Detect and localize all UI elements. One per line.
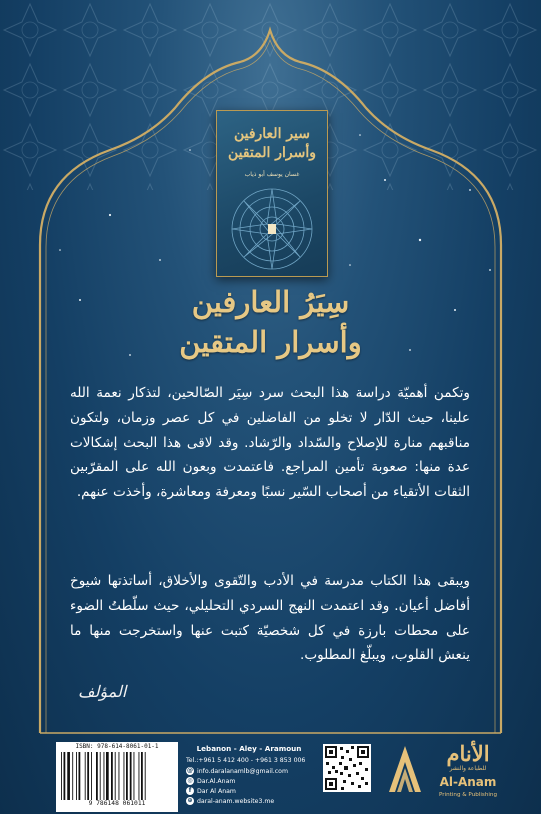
isbn-barcode: [56, 742, 178, 812]
isbn-digits: 9 786148 061011: [88, 800, 146, 807]
contact-website-row: [186, 797, 274, 805]
qr-code: [323, 744, 371, 792]
book-cover-title: [217, 125, 327, 163]
contact-tel: Tel.:+961 5 412 400 - +961 3 853 006: [186, 757, 306, 764]
contact-instagram-row: [186, 777, 235, 785]
email-icon: @: [187, 767, 193, 774]
instagram-icon: ◎: [187, 777, 193, 784]
contact-email: info.daralanamlb@gmail.com: [197, 767, 288, 775]
publisher-subtitle-arabic: للطباعة والنشر: [449, 766, 487, 772]
publisher-name-english: Al-Anam: [439, 775, 497, 789]
book-cover-title-line2: وأسرار المتقين: [227, 145, 317, 161]
publisher-logo-icon: [387, 744, 423, 794]
book-cover-thumbnail: [216, 110, 328, 277]
contact-website: daral-anam.website3.me: [197, 797, 275, 805]
publisher-name-arabic: الأنام: [446, 741, 490, 766]
contact-location: Lebanon - Aley - Aramoun: [196, 744, 302, 753]
facebook-icon: f: [186, 787, 194, 795]
contact-facebook: Dar Al Anam: [197, 787, 236, 795]
contact-instagram: Dar.Al.Anam: [197, 777, 236, 785]
paragraph-1: وتكمن أهميّة دراسة هذا البحث سرد سِيَر الصّالحين، لتذكار نعمة الله علينا، حيث الدّار لا تخلو من الفاضلين في كل عصر وزمان، ولتكون مناقبهم منارة للإصلاح والسّداد والرّشاد. وقد لاقى هذا البحث إشكالات عدة منها: صعوبة تأمين المراجع. فاعتمدت وبعون الله على المقرّبين الثقات الأتقياء من أصحاب السّير نسبًا ومعرفة ومعاشرة، وأخذت عنهم.: [70, 385, 470, 501]
author-signature: المؤلف: [78, 682, 127, 701]
book-title-line2: وأسرار المتقين: [179, 325, 362, 359]
book-cover-author: غسان يوسف أبو ذياب: [244, 171, 300, 178]
mandala-icon: [229, 186, 315, 272]
globe-icon: ⊕: [187, 797, 193, 804]
paragraph-2: ويبقى هذا الكتاب مدرسة في الأدب والتّقوى والأخلاق، أساتذتها شيوخ أفاضل أعيان. وقد اعتمدت النهج السردي التحليلي، حيث سلّطتُ الضوء على محطات بارزة في كل شخصيّة كتبت عنها واستخرجت منها ما ينعش القلوب، ويبلّغ المطلوب.: [70, 573, 470, 664]
book-cover-title-line1: سير العارفين: [233, 126, 311, 142]
book-title-line1: سِيَرُ العارفين: [191, 285, 350, 319]
isbn-label: ISBN: 978-614-8061-01-1: [75, 743, 159, 750]
contact-facebook-row: [186, 787, 236, 795]
publisher-subtitle-english: Printing & Publishing: [438, 792, 498, 798]
contact-email-row: [186, 767, 288, 775]
barcode-bars: [60, 752, 174, 800]
